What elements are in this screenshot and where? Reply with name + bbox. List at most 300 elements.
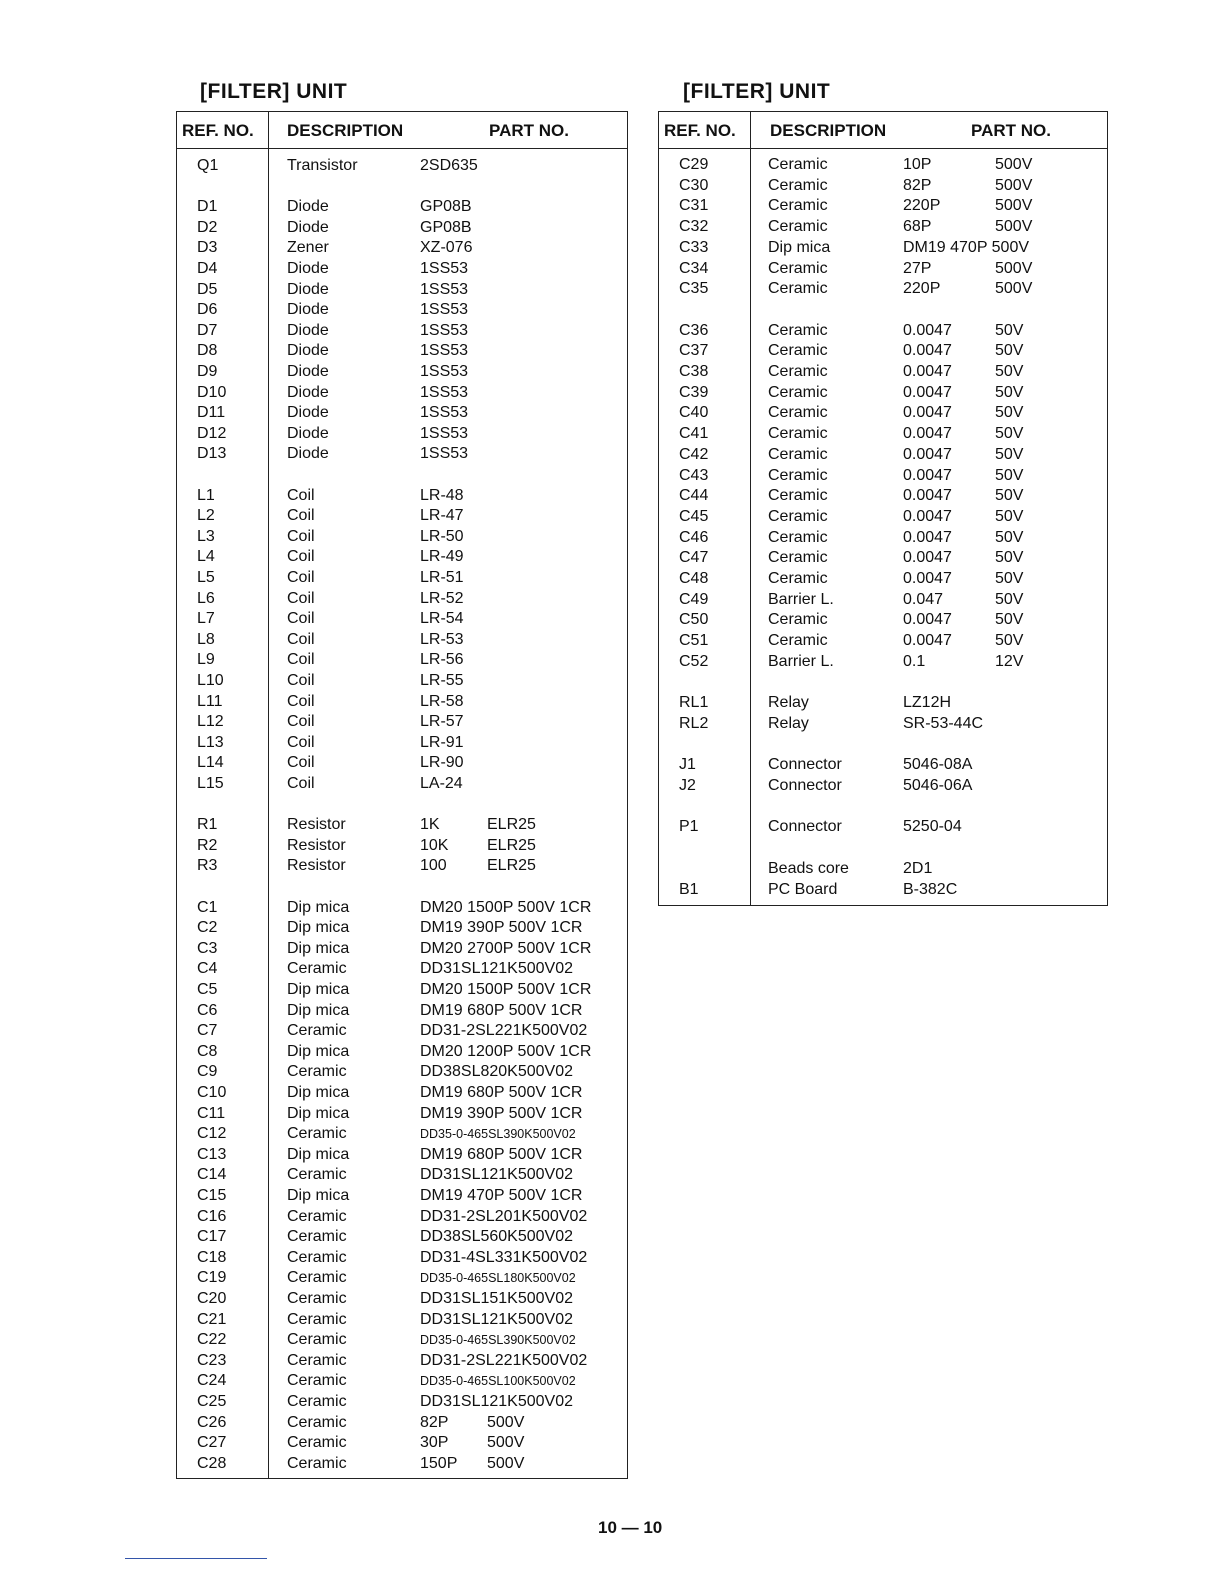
ref-no-cell: D12 [197, 424, 227, 442]
part-no-cell: 82P [903, 176, 932, 194]
table-row [177, 1413, 627, 1434]
table-row [177, 1001, 627, 1022]
ref-no-cell: C2 [197, 919, 218, 937]
ref-no-cell: Q1 [197, 157, 219, 174]
part-no-cell: 5046-06A [903, 777, 973, 794]
ref-no-cell: C13 [197, 1145, 227, 1163]
ref-no-cell: C20 [197, 1290, 227, 1307]
table-row [659, 217, 1107, 238]
table-row [659, 259, 1107, 280]
table-row [177, 568, 627, 589]
description-cell: Ceramic [768, 632, 828, 650]
description-cell: Ceramic [768, 176, 828, 194]
ref-no-cell: L14 [197, 754, 224, 772]
table-row [177, 1207, 627, 1228]
ref-no-cell: C35 [679, 280, 709, 298]
ref-no-cell: C17 [197, 1228, 227, 1246]
description-cell: Ceramic [768, 611, 828, 629]
ref-no-cell: L2 [197, 507, 215, 525]
part-no-cell: DD31SL121K500V02 [420, 960, 574, 978]
description-cell: Coil [287, 713, 315, 731]
table-row [659, 590, 1107, 611]
part-rating-cell: ELR25 [487, 857, 536, 875]
part-no-cell: DM19 680P 500V 1CR [420, 1084, 583, 1101]
table-row [659, 155, 1107, 176]
table-row [177, 589, 627, 610]
description-cell: Ceramic [768, 156, 828, 173]
part-rating-cell: 50V [995, 528, 1024, 546]
table-row [177, 1310, 627, 1331]
part-no-cell: DM19 680P 500V 1CR [420, 1001, 583, 1019]
table-row [659, 176, 1107, 197]
table-row [177, 218, 627, 239]
table-row [659, 528, 1107, 549]
table-row [177, 1351, 627, 1372]
description-cell: Diode [287, 198, 329, 216]
part-no-cell: LR-55 [420, 672, 464, 689]
part-no-cell: DD31SL121K500V02 [420, 1166, 574, 1184]
part-no-cell: DM20 1500P 500V 1CR [420, 981, 592, 998]
part-no-cell: LR-91 [420, 733, 464, 751]
description-cell: Ceramic [287, 1207, 347, 1225]
description-cell: Barrier L. [768, 590, 834, 608]
table-row [177, 1289, 627, 1310]
part-no-cell: DM19 680P 500V 1CR [420, 1145, 583, 1163]
ref-no-cell: D10 [197, 383, 227, 401]
part-rating-cell: 50V [995, 611, 1024, 629]
ref-no-cell: RL2 [679, 714, 709, 732]
description-cell: Connector [768, 818, 842, 836]
part-rating-cell: 500V [995, 280, 1033, 298]
ref-no-cell: C37 [679, 342, 709, 360]
description-cell: Ceramic [768, 342, 828, 360]
part-no-cell: 1SS53 [420, 280, 469, 298]
table-row [659, 673, 1107, 694]
part-rating-cell: 50V [995, 590, 1024, 608]
ref-no-cell: C49 [679, 590, 709, 608]
part-rating-cell: 50V [995, 507, 1024, 525]
description-cell: Ceramic [768, 425, 828, 443]
table-row [177, 650, 627, 671]
ref-no-cell: D6 [197, 301, 218, 319]
description-cell: Resistor [287, 857, 346, 875]
table-row [659, 466, 1107, 487]
table-row [177, 877, 627, 898]
description-cell: Ceramic [287, 1310, 347, 1328]
table-row [177, 774, 627, 795]
ref-no-cell: C24 [197, 1372, 227, 1390]
table-row [177, 1104, 627, 1125]
table-row [177, 1227, 627, 1248]
ref-no-cell: L7 [197, 610, 215, 628]
description-cell: Dip mica [287, 1042, 350, 1060]
table-row [177, 238, 627, 259]
part-no-cell: 1SS53 [420, 424, 469, 442]
description-cell: Ceramic [287, 1331, 347, 1349]
part-no-cell: LR-47 [420, 507, 464, 525]
part-no-cell: 10P [903, 156, 932, 173]
description-cell: Beads core [768, 859, 849, 877]
part-rating-cell: ELR25 [487, 836, 536, 854]
table-row [177, 692, 627, 713]
part-no-cell: DM20 1500P 500V 1CR [420, 898, 592, 916]
ref-no-cell: C42 [679, 445, 709, 463]
ref-no-cell: C27 [197, 1434, 227, 1452]
description-cell: Ceramic [768, 383, 828, 401]
table-row [177, 671, 627, 692]
description-cell: Ceramic [287, 960, 347, 978]
part-no-cell: DD38SL560K500V02 [420, 1228, 574, 1246]
table-row [177, 362, 627, 383]
table-row [177, 836, 627, 857]
description-cell: Ceramic [768, 445, 828, 463]
ref-no-cell: C9 [197, 1063, 218, 1081]
description-cell: Ceramic [768, 321, 828, 339]
ref-no-cell: C31 [679, 197, 709, 215]
ref-no-cell: L13 [197, 733, 224, 751]
ref-no-cell: C43 [679, 466, 709, 484]
ref-no-cell: C5 [197, 981, 218, 998]
ref-no-cell: C1 [197, 898, 218, 916]
description-cell: Diode [287, 363, 329, 380]
part-no-cell: LR-48 [420, 486, 464, 504]
description-cell: Ceramic [768, 404, 828, 422]
description-cell: Resistor [287, 816, 346, 834]
part-no-cell: DD38SL820K500V02 [420, 1063, 574, 1081]
ref-no-cell: D5 [197, 280, 218, 298]
part-no-cell: 220P [903, 280, 941, 298]
description-cell: Connector [768, 777, 842, 794]
part-no-cell: 2SD635 [420, 157, 478, 174]
part-no-cell: 0.0047 [903, 445, 952, 463]
description-cell: Ceramic [287, 1125, 347, 1143]
header-description: DESCRIPTION [770, 121, 887, 140]
ref-no-cell: C47 [679, 549, 709, 567]
table-row [659, 300, 1107, 321]
part-rating-cell: 50V [995, 549, 1024, 567]
ref-no-cell: C15 [197, 1187, 227, 1204]
table-row [659, 735, 1107, 756]
left-table-header [177, 112, 627, 149]
table-row [177, 733, 627, 754]
description-cell: Ceramic [768, 507, 828, 525]
part-no-cell: LA-24 [420, 775, 463, 792]
table-row [177, 156, 627, 177]
part-no-cell: 1K [420, 816, 440, 834]
description-cell: Dip mica [287, 1145, 350, 1163]
header-ref-no: REF. NO. [182, 121, 254, 140]
description-cell: Connector [768, 756, 842, 774]
part-rating-cell: 50V [995, 466, 1024, 484]
description-cell: Diode [287, 445, 329, 463]
description-cell: Ceramic [287, 1413, 347, 1431]
description-cell: Diode [287, 424, 329, 442]
description-cell: Coil [287, 672, 315, 689]
description-cell: Ceramic [287, 1269, 347, 1287]
part-no-cell: XZ-076 [420, 239, 473, 257]
table-row [177, 1042, 627, 1063]
description-cell: Ceramic [287, 1454, 347, 1472]
ref-no-cell: L3 [197, 527, 215, 545]
ref-no-cell: C11 [197, 1104, 226, 1122]
description-cell: Ceramic [287, 1228, 347, 1246]
description-cell: Ceramic [287, 1351, 347, 1369]
description-cell: Diode [287, 260, 329, 277]
part-no-cell: DM19 390P 500V 1CR [420, 1104, 583, 1122]
part-no-cell: LR-56 [420, 651, 464, 669]
part-rating-cell: 500V [487, 1434, 525, 1452]
right-unit-title: [FILTER] UNIT [683, 80, 831, 103]
ref-no-cell: L15 [197, 775, 224, 792]
ref-no-cell: C50 [679, 611, 709, 629]
table-row [659, 486, 1107, 507]
table-row [659, 755, 1107, 776]
part-no-cell: 0.0047 [903, 570, 952, 587]
ref-no-cell: C38 [679, 363, 709, 380]
table-row [177, 280, 627, 301]
description-cell: Zener [287, 239, 329, 257]
description-cell: Diode [287, 342, 329, 360]
table-row [659, 362, 1107, 383]
description-cell: Dip mica [768, 238, 831, 256]
part-no-cell: 1SS53 [420, 445, 469, 463]
table-row [177, 712, 627, 733]
description-cell: Diode [287, 218, 329, 236]
ref-no-cell: C41 [679, 425, 709, 443]
table-row [177, 465, 627, 486]
part-no-cell: 0.0047 [903, 549, 952, 567]
description-cell: Diode [287, 383, 329, 401]
description-cell: Ceramic [768, 259, 828, 277]
table-row [177, 815, 627, 836]
table-row [659, 424, 1107, 445]
part-no-cell: 0.0047 [903, 425, 952, 443]
part-no-cell: DD35-0-465SL390K500V02 [420, 1127, 576, 1142]
part-no-cell: 0.0047 [903, 611, 952, 629]
table-row [659, 279, 1107, 300]
table-row [177, 753, 627, 774]
table-row [659, 548, 1107, 569]
ref-no-cell: L12 [197, 713, 224, 731]
part-rating-cell: 500V [995, 218, 1033, 236]
description-cell: Dip mica [287, 939, 350, 957]
description-cell: Ceramic [287, 1434, 347, 1452]
part-rating-cell: ELR25 [487, 816, 536, 834]
ref-no-cell: C39 [679, 383, 709, 401]
ref-no-cell: C33 [679, 238, 709, 256]
part-no-cell: 1SS53 [420, 301, 469, 319]
part-no-cell: B-382C [903, 880, 958, 898]
part-no-cell: DD31-4SL331K500V02 [420, 1248, 588, 1266]
description-cell: Coil [287, 507, 315, 525]
part-no-cell: LR-50 [420, 527, 464, 545]
right-parts-table [658, 111, 1108, 906]
description-cell: Ceramic [768, 363, 828, 380]
ref-no-cell: C25 [197, 1393, 227, 1410]
description-cell: Dip mica [287, 898, 350, 916]
description-cell: Ceramic [287, 1248, 347, 1266]
header-description: DESCRIPTION [287, 121, 404, 140]
ref-no-cell: D9 [197, 363, 218, 380]
table-row [177, 1268, 627, 1289]
part-no-cell: 1SS53 [420, 321, 469, 339]
table-row [177, 547, 627, 568]
part-no-cell: LR-57 [420, 713, 464, 731]
table-row [659, 797, 1107, 818]
part-no-cell: DM19 470P 500V 1CR [420, 1187, 583, 1204]
ref-no-cell: C16 [197, 1207, 227, 1225]
ref-no-cell: D11 [197, 404, 226, 422]
part-no-cell: DD31SL121K500V02 [420, 1393, 574, 1410]
table-row [659, 383, 1107, 404]
description-cell: Coil [287, 610, 315, 628]
table-row [177, 959, 627, 980]
ref-no-cell: C28 [197, 1454, 227, 1472]
ref-no-cell: D3 [197, 239, 218, 257]
part-no-cell: GP08B [420, 218, 472, 236]
part-rating-cell: 50V [995, 342, 1024, 360]
ref-no-cell: D4 [197, 260, 218, 277]
description-cell: Ceramic [768, 570, 828, 587]
header-part-no: PART NO. [489, 121, 569, 140]
part-no-cell: 30P [420, 1434, 449, 1452]
description-cell: Dip mica [287, 919, 350, 937]
ref-no-cell: C29 [679, 156, 709, 173]
left-unit-title: [FILTER] UNIT [200, 80, 348, 103]
ref-no-cell: C26 [197, 1413, 227, 1431]
table-row [659, 693, 1107, 714]
part-no-cell: LR-90 [420, 754, 464, 772]
part-no-cell: DD31SL151K500V02 [420, 1290, 574, 1307]
description-cell: Barrier L. [768, 652, 834, 670]
description-cell: Diode [287, 404, 329, 422]
part-no-cell: 0.0047 [903, 632, 952, 650]
ref-no-cell: C40 [679, 404, 709, 422]
part-rating-cell: 12V [995, 652, 1024, 670]
ref-no-cell: C6 [197, 1001, 218, 1019]
table-row [177, 1330, 627, 1351]
part-no-cell: 0.047 [903, 590, 944, 608]
part-no-cell: 0.0047 [903, 321, 952, 339]
ref-no-cell: P1 [679, 818, 699, 836]
table-row [177, 1124, 627, 1145]
ref-no-cell: D7 [197, 321, 218, 339]
description-cell: Coil [287, 569, 315, 586]
part-no-cell: 1SS53 [420, 404, 469, 422]
description-cell: Ceramic [768, 218, 828, 236]
ref-no-cell: C19 [197, 1269, 227, 1287]
table-row [177, 918, 627, 939]
part-rating-cell: 500V [487, 1413, 525, 1431]
table-row [659, 859, 1107, 880]
part-no-cell: 0.0047 [903, 404, 952, 422]
description-cell: Coil [287, 775, 315, 792]
ref-no-cell: D8 [197, 342, 218, 360]
page-number: 10 — 10 [598, 1518, 663, 1537]
part-rating-cell: 50V [995, 383, 1024, 401]
table-row [177, 259, 627, 280]
table-row [659, 714, 1107, 735]
ref-no-cell: L6 [197, 589, 215, 607]
ref-no-cell: C4 [197, 960, 218, 978]
table-row [177, 506, 627, 527]
part-no-cell: 68P [903, 218, 932, 236]
part-no-cell: 82P [420, 1413, 449, 1431]
ref-no-cell: L8 [197, 630, 215, 648]
ref-no-cell: C23 [197, 1351, 227, 1369]
table-row [177, 177, 627, 198]
table-row [659, 403, 1107, 424]
table-row [177, 1371, 627, 1392]
table-row [177, 609, 627, 630]
table-row [659, 631, 1107, 652]
table-row [177, 980, 627, 1001]
description-cell: Relay [768, 714, 809, 732]
right-table-header [659, 112, 1107, 149]
table-row [659, 569, 1107, 590]
description-cell: Ceramic [768, 280, 828, 298]
part-no-cell: DD35-0-465SL100K500V02 [420, 1374, 576, 1389]
part-no-cell: 1SS53 [420, 342, 469, 360]
description-cell: Coil [287, 754, 315, 772]
part-no-cell: LZ12H [903, 694, 952, 712]
part-no-cell: 150P [420, 1454, 458, 1472]
ref-no-cell: D2 [197, 218, 218, 236]
ref-no-cell: C44 [679, 487, 709, 505]
table-row [659, 880, 1107, 901]
table-row [659, 238, 1107, 259]
part-no-cell: 0.0047 [903, 383, 952, 401]
ref-no-cell: C30 [679, 176, 709, 194]
part-no-cell: 5250-04 [903, 818, 962, 836]
table-row [177, 1083, 627, 1104]
table-row [177, 939, 627, 960]
part-no-cell: 0.0047 [903, 466, 952, 484]
table-row [659, 321, 1107, 342]
table-row [177, 321, 627, 342]
ref-no-cell: C3 [197, 939, 218, 957]
table-row [177, 898, 627, 919]
ref-no-cell: C22 [197, 1331, 227, 1349]
footer-rule [125, 1558, 267, 1559]
ref-no-cell: L4 [197, 548, 215, 566]
table-row [659, 341, 1107, 362]
part-rating-cell: 50V [995, 321, 1024, 339]
part-no-cell: LR-58 [420, 692, 464, 710]
ref-no-cell: R2 [197, 836, 218, 854]
ref-no-cell: C14 [197, 1166, 227, 1184]
part-no-cell: 0.0047 [903, 528, 952, 546]
part-no-cell: DD31-2SL201K500V02 [420, 1207, 588, 1225]
table-row [659, 652, 1107, 673]
part-rating-cell: 50V [995, 632, 1024, 650]
part-rating-cell: 500V [487, 1454, 525, 1472]
table-row [177, 486, 627, 507]
part-rating-cell: 50V [995, 404, 1024, 422]
description-cell: Ceramic [287, 1290, 347, 1307]
ref-no-cell: L10 [197, 672, 224, 689]
part-no-cell: LR-53 [420, 630, 464, 648]
part-no-cell: 0.0047 [903, 363, 952, 380]
description-cell: Coil [287, 486, 315, 504]
description-cell: Dip mica [287, 1084, 350, 1101]
ref-no-cell: C10 [197, 1084, 227, 1101]
description-cell: Ceramic [287, 1063, 347, 1081]
ref-no-cell: L11 [197, 692, 223, 710]
description-cell: Ceramic [287, 1166, 347, 1184]
table-row [177, 1454, 627, 1475]
ref-no-cell: C12 [197, 1125, 227, 1143]
